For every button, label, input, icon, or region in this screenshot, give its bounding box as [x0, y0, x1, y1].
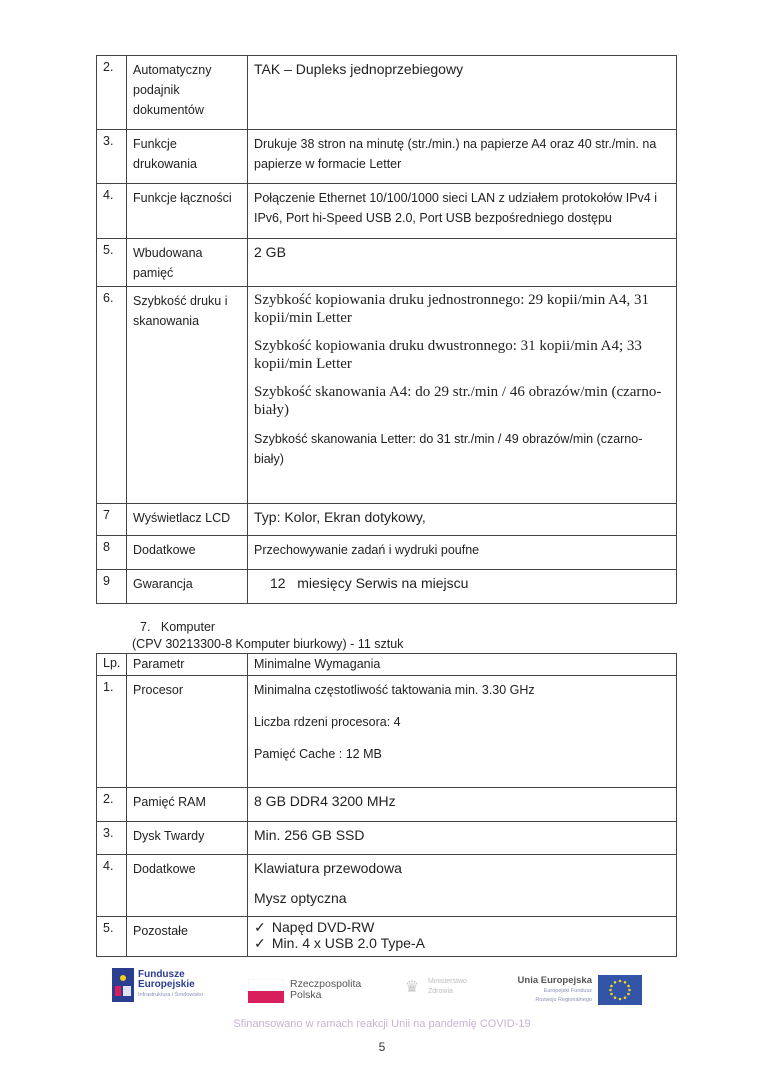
row-lp: 5. — [97, 239, 127, 287]
row-value: 2 GB — [254, 244, 286, 260]
row-value: Drukuje 38 stron na minutę (str./min.) na papierze A4 oraz 40 str./min. na papierze w formacie Letter — [254, 137, 657, 171]
header-value: Minimalne Wymagania — [248, 654, 677, 676]
mz-line1: Ministerstwo — [428, 978, 467, 985]
rp-line1: Rzeczpospolita — [290, 978, 362, 990]
page-number: 5 — [378, 1040, 386, 1054]
section-heading — [140, 620, 215, 634]
computer-spec-table — [96, 653, 677, 957]
logo-rzeczpospolita — [248, 975, 378, 1005]
row-value: Szybkość kopiowania druku dwustronnego: 31 kopii/min A4; 33 kopii/min Letter — [254, 338, 642, 372]
row-lp: 7 — [97, 504, 127, 536]
row-value: 12 miesięcy Serwis na miejscu — [270, 575, 469, 591]
row-value: Pamięć Cache : 12 MB — [254, 747, 382, 761]
row-lp: 4. — [97, 184, 127, 239]
row-param: Dodatkowe — [127, 536, 248, 570]
row-value: TAK – Dupleks jednoprzebiegowy — [254, 61, 464, 77]
row-lp: 6. — [97, 287, 127, 504]
section-title: Komputer — [160, 620, 216, 634]
row-lp: 8 — [97, 536, 127, 570]
section-subtitle: (CPV 30213300-8 Komputer biurkowy) - 11 sztuk — [132, 637, 404, 651]
row-value: Klawiatura przewodowa — [254, 860, 402, 876]
logo-ministerstwo-zdrowia — [402, 975, 492, 1005]
check-icon: ✓ — [254, 935, 266, 951]
table-row — [97, 788, 677, 822]
row-lp: 2. — [97, 56, 127, 130]
bullet-item — [254, 935, 670, 951]
logo-fundusze-europejskie — [112, 968, 262, 1008]
row-param: Automatyczny podajnik dokumentów — [127, 56, 248, 130]
row-lp: 4. — [97, 855, 127, 917]
row-param: Funkcje łączności — [127, 184, 248, 239]
fe-line3: Infrastruktura i Środowisko — [138, 992, 204, 998]
table-row — [97, 855, 677, 917]
row-value: Min. 256 GB SSD — [254, 827, 365, 843]
row-lp: 1. — [97, 676, 127, 788]
row-value: Połączenie Ethernet 10/100/1000 sieci LAN z udziałem protokołów IPv4 i IPv6, Port hi-Speed USB 2.0, Port USB bezpośredniego dostępu — [254, 191, 658, 225]
check-icon: ✓ — [254, 919, 266, 935]
table-row — [97, 130, 677, 184]
row-param: Procesor — [127, 676, 248, 788]
table-row — [97, 676, 677, 788]
row-lp: 5. — [97, 917, 127, 957]
row-value: 8 GB DDR4 3200 MHz — [254, 793, 396, 809]
row-param: Pozostałe — [127, 917, 248, 957]
fe-line2: Europejskie — [138, 979, 195, 990]
printer-spec-table — [96, 55, 677, 604]
row-param: Szybkość druku i skanowania — [127, 287, 248, 504]
section-number: 7. — [140, 620, 151, 634]
row-lp: 3. — [97, 130, 127, 184]
row-value: Minimalna częstotliwość taktowania min. 3.30 GHz — [254, 683, 535, 697]
table-row — [97, 287, 677, 504]
pl-flag-icon — [248, 979, 284, 1003]
rp-line2: Polska — [290, 989, 322, 1001]
eagle-icon: ♛ — [404, 979, 420, 996]
ue-line3: Rozwoju Regionalnego — [535, 997, 592, 1003]
fe-line1: Fundusze — [138, 969, 185, 980]
header-lp: Lp. — [97, 654, 127, 676]
row-value: Szybkość kopiowania druku jednostronnego: 29 kopii/min A4, 31 kopii/min Letter — [254, 292, 649, 326]
fe-flag-icon — [112, 968, 134, 1002]
row-lp: 2. — [97, 788, 127, 822]
table-row — [97, 56, 677, 130]
table-row — [97, 917, 677, 957]
table-row — [97, 184, 677, 239]
row-value: Mysz optyczna — [254, 890, 347, 906]
table-header-row — [97, 654, 677, 676]
header-param: Parametr — [127, 654, 248, 676]
logo-unia-europejska — [510, 975, 645, 1010]
row-value: Typ: Kolor, Ekran dotykowy, — [254, 509, 426, 525]
eu-flag-icon — [598, 975, 642, 1005]
funding-note: Sfinansowano w ramach reakcji Unii na pandemię COVID-19 — [233, 1018, 531, 1030]
bullet-item — [254, 919, 670, 935]
table-row — [97, 536, 677, 570]
row-value: Liczba rdzeni procesora: 4 — [254, 715, 401, 729]
row-param: Dysk Twardy — [127, 822, 248, 855]
row-value: Przechowywanie zadań i wydruki poufne — [254, 543, 480, 557]
row-param: Wbudowana pamięć — [127, 239, 248, 287]
row-value: Szybkość skanowania Letter: do 31 str./min / 49 obrazów/min (czarno-biały) — [254, 432, 643, 466]
row-param: Funkcje drukowania — [127, 130, 248, 184]
row-param: Wyświetlacz LCD — [127, 504, 248, 536]
row-param: Pamięć RAM — [127, 788, 248, 822]
row-value: Min. 4 x USB 2.0 Type-A — [271, 935, 425, 951]
row-value: Szybkość skanowania A4: do 29 str./min / 46 obrazów/min (czarno-biały) — [254, 384, 662, 418]
table-row — [97, 822, 677, 855]
ue-line1: Unia Europejska — [517, 975, 592, 986]
table-row — [97, 504, 677, 536]
table-row — [97, 239, 677, 287]
mz-line2: Zdrowia — [428, 988, 453, 995]
row-param: Dodatkowe — [127, 855, 248, 917]
row-lp: 3. — [97, 822, 127, 855]
row-value: Napęd DVD-RW — [271, 919, 375, 935]
table-row — [97, 570, 677, 604]
ue-line2: Europejski Fundusz — [543, 988, 592, 994]
row-param: Gwarancja — [127, 570, 248, 604]
row-lp: 9 — [97, 570, 127, 604]
